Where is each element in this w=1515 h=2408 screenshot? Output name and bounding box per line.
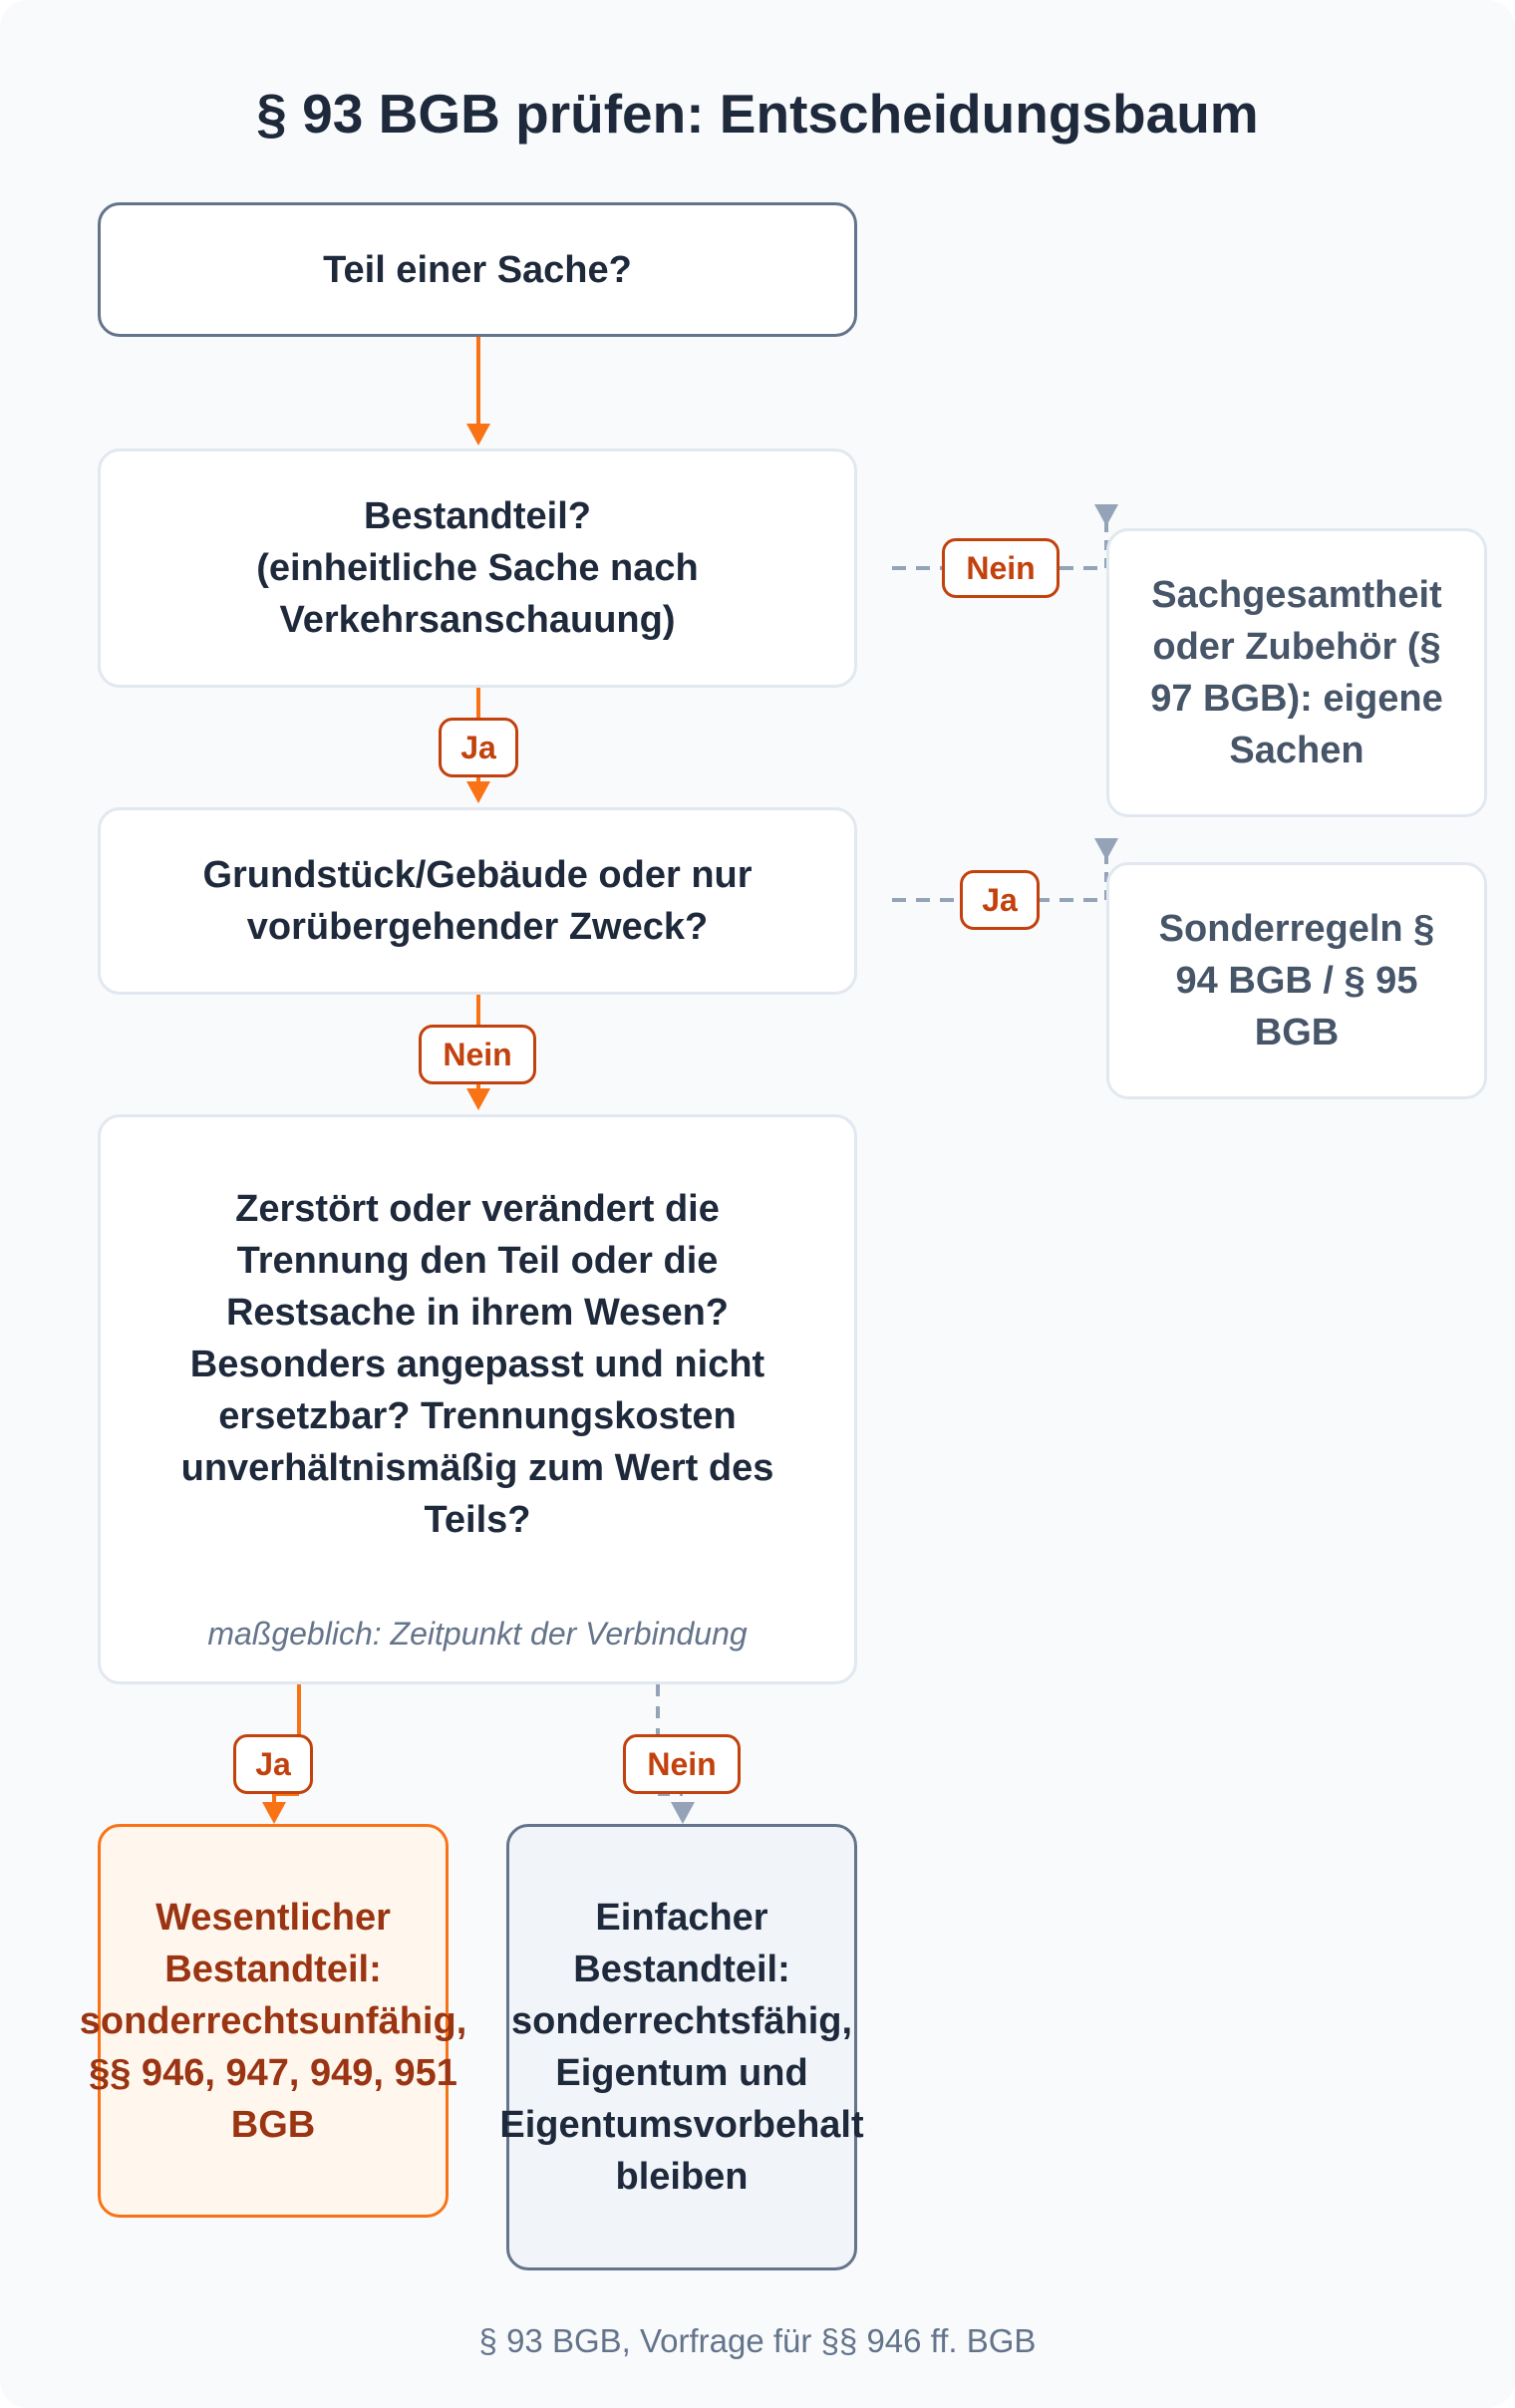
outcome-wesentlicher-bestandteil [79, 1824, 467, 2218]
outcome-einfacher-bestandteil-text: Einfacher Bestandteil: sonderrechtsfähig, Eigentum und Eigentumsvorbehalt bleiben [499, 1897, 864, 2198]
edge-label-q3-nein: Nein [419, 1025, 536, 1084]
outcome-wesentlicher-bestandteil-text: Wesentlicher Bestandteil: sonderrechtsunfähig, §§ 946, 947, 949, 951 BGB [79, 1896, 467, 2146]
diagram-footer: § 93 BGB, Vorfrage für §§ 946 ff. BGB [478, 2322, 1037, 2359]
node-teil-einer-sache [98, 202, 857, 337]
node-sachgesamtheit [1106, 528, 1487, 817]
node-grundstueck [98, 807, 857, 995]
node-wesen-pruefung [98, 1114, 857, 1684]
node-sonderregeln-text: Sonderregeln § 94 BGB / § 95 BGB [1158, 908, 1435, 1054]
node-bestandteil [98, 449, 857, 688]
edge-label-q3-ja: Ja [960, 870, 1040, 930]
arrowhead-q3-side2 [1094, 838, 1118, 860]
arrowhead-q4-yes [262, 1802, 286, 1824]
edge-label-q4-nein: Nein [623, 1734, 741, 1794]
arrowhead-q2-side1 [1094, 504, 1118, 526]
node-bestandteil-text: Bestandteil? (einheitliche Sache nach Verkehrsanschauung) [256, 495, 699, 641]
arrowhead-q4-no [671, 1802, 695, 1824]
node-wesen-pruefung-text: Zerstört oder verändert die Trennung den Teil oder die Restsache in ihrem Wesen? Besonders angepasst und nicht ersetzbar? Trennungskosten unverhältnismäßig zum Wert des Teils? [180, 1188, 774, 1541]
node-wesen-pruefung-note: maßgeblich: Zeitpunkt der Verbindung [207, 1616, 748, 1652]
node-grundstueck-text: Grundstück/Gebäude oder nur vorübergehender Zweck? [202, 854, 753, 948]
edge-label-q2-nein: Nein [942, 538, 1060, 598]
edge-label-q4-ja: Ja [233, 1734, 313, 1794]
node-sachgesamtheit-text: Sachgesamtheit oder Zubehör (§ 97 BGB): eigene Sachen [1150, 574, 1443, 771]
arrowhead-q1-q2 [466, 424, 490, 446]
edge-label-q2-ja: Ja [439, 718, 518, 777]
arrowhead-q2-q3 [466, 781, 490, 803]
diagram-title: § 93 BGB prüfen: Entscheidungsbaum [256, 83, 1259, 145]
outcome-einfacher-bestandteil [499, 1824, 864, 2270]
node-sonderregeln [1106, 862, 1487, 1099]
arrowhead-q3-q4 [466, 1088, 490, 1110]
node-teil-einer-sache-text: Teil einer Sache? [323, 248, 632, 291]
